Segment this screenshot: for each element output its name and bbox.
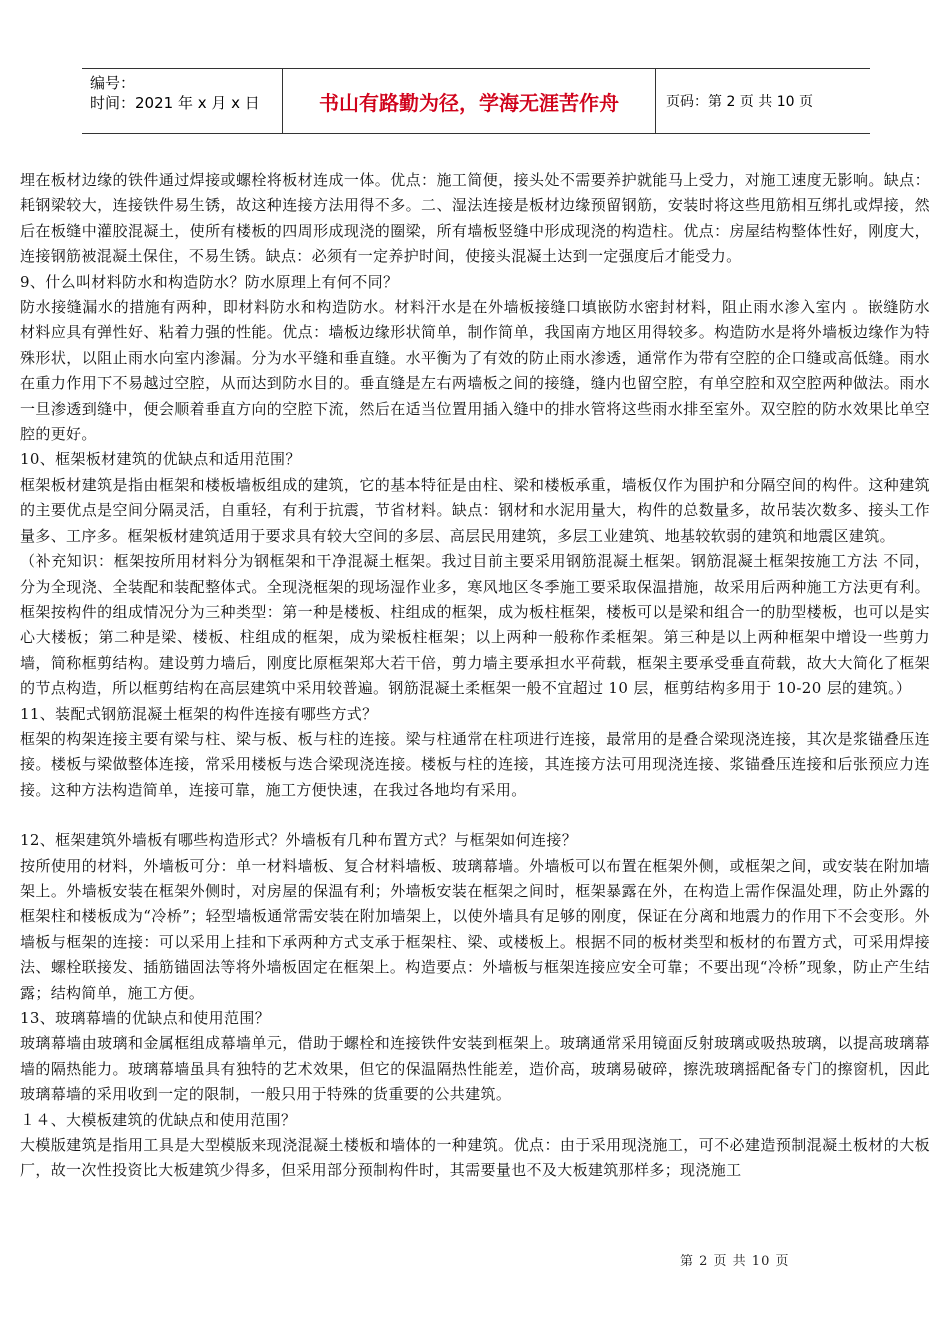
document-code-label: 编号：: [90, 74, 136, 92]
blank-line: [20, 803, 930, 828]
paragraph: 埋在板材边缘的铁件通过焊接或螺栓将板材连成一体。优点：施工简便，接头处不需要养护就能马上受力，对施工速度无影响。缺点：耗钢梁较大，连接铁件易生锈，故这种连接方法用得不多。二、湿法连接是板材边缘预留钢筋，安装时将这些甩筋相互绑扎或焊接，然后在板缝中灌胶混凝土，使所有楼板的四周形成现浇的圈梁，所有墙板竖缝中形成现浇的构造柱。优点：房屋结构整体性好，刚度大，连接钢筋被混凝土保住，不易生锈。缺点：必须有一定养护时间，使接头混凝土达到一定强度后才能受力。: [20, 171, 930, 266]
question-heading: 10、框架板材建筑的优缺点和适用范围？: [20, 450, 301, 469]
paragraph: 框架板材建筑是指由框架和楼板墙板组成的建筑，它的基本特征是由柱、梁和楼板承重，墙板仅作为围护和分隔空间的构件。这种建筑的主要优点是空间分隔灵活，自重轻，有利于抗震，节省材料。缺点：钢材和水泥用量大，构件的总数量多，故吊装次数多、接头工作量多、工序多。框架板材建筑适用于要求具有较大空间的多层、高层民用建筑，多层工业建筑、地基较软弱的建筑和地震区建筑。: [20, 475, 930, 545]
page-header: [82, 68, 870, 134]
header-motto: 书山有路勤为径，学海无涯苦作舟: [282, 69, 656, 133]
document-body: [20, 168, 930, 1184]
paragraph: （补充知识：框架按所用材料分为钢框架和干净混凝土框架。我过目前主要采用钢筋混凝土框架。钢筋混凝土框架按施工方法 不同，分为全现浇、全装配和装配整体式。全现浇框架的现场湿作业多，寒风地区冬季施工要采取保温措施，故采用后两种施工方法更有利。框架按构件的组成情况分为三种类型：第一种是楼板、柱组成的框架，成为板柱框架，楼板可以是梁和组合一的肋型楼板，也可以是实心大楼板；第二种是梁、楼板、柱组成的框架，成为梁板柱框架；以上两种一般称作柔框架。第三种是以上两种框架中增设一些剪力墙，简称框剪结构。建设剪力墙后，刚度比原框架郑大若干倍，剪力墙主要承担水平荷载，框架主要承受垂直荷载，故大大简化了框架的节点构造，所以框剪结构在高层建筑中采用较普遍。钢筋混凝土柔框架一般不宜超过 10 层，框剪结构多用于 10-20 层的建筑。）: [20, 552, 930, 698]
paragraph: 按所使用的材料，外墙板可分：单一材料墙板、复合材料墙板、玻璃幕墙。外墙板可以布置在框架外侧，或框架之间，或安装在附加墙架上。外墙板安装在框架外侧时，对房屋的保温有利；外墙板安装在框架之间时，框架暴露在外，在构造上需作保温处理，防止外露的框架柱和楼板成为“冷桥”；轻型墙板通常需安装在附加墙架上，以使外墙具有足够的刚度，保证在分离和地震力的作用下不会变形。外墙板与框架的连接：可以采用上挂和下承两种方式支承于框架柱、梁、或楼板上。根据不同的板材类型和板材的布置方式，可采用焊接法、螺栓联接发、插筋锚固法等将外墙板固定在框架上。构造要点：外墙板与框架连接应安全可靠；不要出现“冷桥”现象，防止产生结露；结构简单，施工方便。: [20, 856, 930, 1002]
paragraph: 防水接缝漏水的措施有两种，即材料防水和构造防水。材料汗水是在外墙板接缝口填嵌防水密封材料，阻止雨水渗入室内 。嵌缝防水材料应具有弹性好、粘着力强的性能。优点：墙板边缘形状简单，制作简单，我国南方地区用得较多。构造防水是将外墙板边缘作为特殊形状，以阻止雨水向室内渗漏。分为水平缝和垂直缝。水平衡为了有效的防止雨水渗透，通常作为带有空腔的企口缝或高低缝。雨水在重力作用下不易越过空腔，从而达到防水目的。垂直缝是左右两墙板之间的接缝，缝内也留空腔，有单空腔和双空腔两种做法。雨水一旦渗透到缝中，便会顺着垂直方向的空腔下流，然后在适当位置用插入缝中的排水管将这些雨水排至室外。双空腔的防水效果比单空腔的更好。: [20, 298, 930, 444]
paragraph: 玻璃幕墙由玻璃和金属框组成幕墙单元，借助于螺栓和连接铁件安装到框架上。玻璃通常采用镜面反射玻璃或吸热玻璃，以提高玻璃幕墙的隔热能力。玻璃幕墙虽具有独特的艺术效果，但它的保温隔热性能差，造价高，玻璃易破碎，擦洗玻璃摇配备专门的擦窗机，因此玻璃幕墙的采用收到一定的限制，一般只用于特殊的货重要的公共建筑。: [20, 1034, 930, 1104]
page-footer: 第 2 页 共 10 页: [680, 1254, 790, 1269]
document-date: 时间：2021 年 x 月 x 日: [90, 94, 260, 112]
question-heading: 12、框架建筑外墙板有哪些构造形式？外墙板有几种布置方式？与框架如何连接？: [20, 831, 578, 850]
header-page-info: 页码：第 2 页 共 10 页: [666, 94, 813, 110]
header-meta: [82, 69, 282, 133]
question-heading: １４、大模板建筑的优缺点和使用范围？: [20, 1110, 297, 1129]
paragraph: 框架的构架连接主要有梁与柱、梁与板、板与柱的连接。梁与柱通常在柱项进行连接，最常用的是叠合梁现浇连接，其次是浆锚叠压连接。楼板与梁做整体连接，常采用楼板与迭合梁现浇连接。楼板与柱的连接，其连接方法可用现浇连接、浆锚叠压连接和后张预应力连接。这种方法构造简单，连接可靠，施工方便快速，在我过各地均有采用。: [20, 729, 930, 799]
question-heading: 9、什么叫材料防水和构造防水？防水原理上有何不同？: [20, 272, 399, 291]
question-heading: 11、装配式钢筋混凝土框架的构件连接有哪些方式？: [20, 704, 378, 723]
question-heading: 13、玻璃幕墙的优缺点和使用范围？: [20, 1009, 271, 1027]
paragraph: 大模版建筑是指用工具是大型模版来现浇混凝土楼板和墙体的一种建筑。优点：由于采用现浇施工，可不必建造预制混凝土板材的大板厂，故一次性投资比大板建筑少得多，但采用部分预制构件时，其需要量也不及大板建筑那样多；现浇施工: [20, 1136, 930, 1180]
